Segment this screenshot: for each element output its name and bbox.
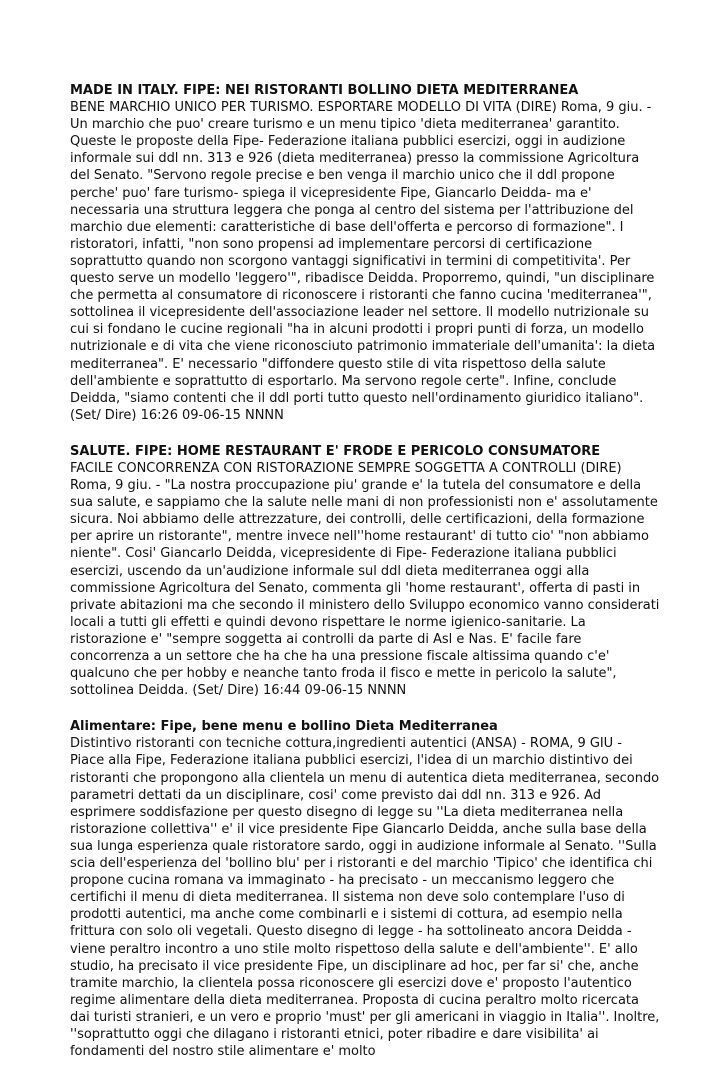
document-page — [70, 82, 660, 1079]
article-headline: SALUTE. FIPE: HOME RESTAURANT E' FRODE E PERICOLO CONSUMATORE — [70, 443, 601, 459]
article-body: FACILE CONCORRENZA CON RISTORAZIONE SEMPRE SOGGETTA A CONTROLLI (DIRE) Roma, 9 giu. - "La nostra proccupazione piu' grande e' la tutela del consumatore e della sua salute, e sappiamo che la salute nelle mani di non professionisti non e' assolutamente sicura. Noi abbiamo delle attrezzature, dei controlli, delle certificazioni, della formazione per aprire un ristorante", mentre invece nell''home restaurant' di tutto cio' "non abbiamo niente". Cosi' Giancarlo Deidda, vicepresidente di Fipe- Federazione italiana pubblici esercizi, uscendo da un'audizione informale sul ddl dieta mediterranea oggi alla commissione Agricoltura del Senato, commenta gli 'home restaurant', offerta di pasti in private abitazioni ma che secondo il ministero dello Sviluppo economico vanno considerati locali a tutti gli effetti e quindi devono rispettare le norme igienico-sanitarie. La ristorazione e' "sempre soggetta ai controlli da parte di Asl e Nas. E' facile fare concorrenza a un settore che ha che ha una pressione fiscale altissima quando c'e' qualcuno che per hobby e neanche tanto froda il fisco e mette in pericolo la salute", sottolinea Deidda. (Set/ Dire) 16:44 09-06-15 NNNN — [70, 460, 660, 699]
article-made-in-italy — [70, 82, 660, 424]
article-salute — [70, 443, 660, 699]
article-headline: MADE IN ITALY. FIPE: NEI RISTORANTI BOLLINO DIETA MEDITERRANEA — [70, 83, 579, 98]
article-alimentare — [70, 718, 660, 1060]
article-body: BENE MARCHIO UNICO PER TURISMO. ESPORTARE MODELLO DI VITA (DIRE) Roma, 9 giu. - Un marchio che puo' creare turismo e un menu tipico 'dieta mediterranea' garantito. Queste le proposte della Fipe- Federazione italiana pubblici esercizi, oggi in audizione informale sui ddl nn. 313 e 926 (dieta mediterranea) presso la commissione Agricoltura del Senato. "Servono regole precise e ben venga il marchio unico che il ddl propone perche' puo' fare turismo- spiega il vicepresidente Fipe, Giancarlo Deidda- ma e' necessaria una struttura leggera che ponga al centro del sistema per l'attribuzione del marchio due elementi: caratteristiche di base dell'offerta e percorso di formazione". I ristoratori, infatti, "non sono propensi ad implementare percorsi di certificazione soprattutto quando non scorgono vantaggi significativi in termini di competitivita'. Per questo serve un modello 'leggero'", ribadisce Deidda. Proporremo, quindi, "un disciplinare che permetta al consumatore di riconoscere i ristoranti che fanno cucina 'mediterranea'", sottolinea il vicepresidente dell'associazione leader nel settore. Il modello nutrizionale su cui si fondano le cucine regionali "ha in alcuni prodotti i propri punti di forza, un modello nutrizionale e di vita che viene riconosciuto patrimonio immateriale dell'umanita': la dieta mediterranea". E' necessario "diffondere questo stile di vita rispettoso della salute dell'ambiente e soprattutto di esportarlo. Ma servono regole certe". Infine, conclude Deidda, "siamo contenti che il ddl porti tutto questo nell'ordinamento giuridico italiano". (Set/ Dire) 16:26 09-06-15 NNNN — [70, 100, 656, 423]
article-body: Distintivo ristoranti con tecniche cottura,ingredienti autentici (ANSA) - ROMA, 9 GIU - Piace alla Fipe, Federazione italiana pubblici esercizi, l'idea di un marchio distintivo dei ristoranti che propongono alla clientela un menu di autentica dieta mediterranea, secondo parametri dettati da un disciplinare, cosi' come previsto dai ddl nn. 313 e 926. Ad esprimere soddisfazione per questo disegno di legge su ''La dieta mediterranea nella ristorazione collettiva'' e' il vice presidente Fipe Giancarlo Deidda, anche sulla base della sua lunga esperienza quale ristoratore sardo, oggi in audizione informale al Senato. ''Sulla scia dell'esperienza del 'bollino blu' per i ristoranti e del marchio 'Tipico' che identifica chi propone cucina romana va immaginato - ha precisato - un meccanismo leggero che certifichi il menu di dieta mediterranea. Il sistema non deve solo contemplare l'uso di prodotti autentici, ma anche come combinarli e i sistemi di cottura, ad esempio nella frittura con solo oli vegetali. Questo disegno di legge - ha sottolineato ancora Deidda - viene peraltro incontro a uno stile molto rispettoso della salute e dell'ambiente''. E' allo studio, ha precisato il vice presidente Fipe, un disciplinare ad hoc, per far si' che, anche tramite marchio, la clientela possa riconoscere gli esercizi dove e' proposto l'autentico regime alimentare della dieta mediterranea. Proposta di cucina peraltro molto ricercata dai turisti stranieri, e un vero e proprio 'must' per gli americani in viaggio in Italia''. Inoltre, ''soprattutto oggi che dilagano i ristoranti etnici, poter ribadire e dare visibilita' ai fondamenti del nostro stile alimentare e' molto — [70, 736, 660, 1060]
article-headline: Alimentare: Fipe, bene menu e bollino Dieta Mediterranea — [70, 719, 498, 735]
